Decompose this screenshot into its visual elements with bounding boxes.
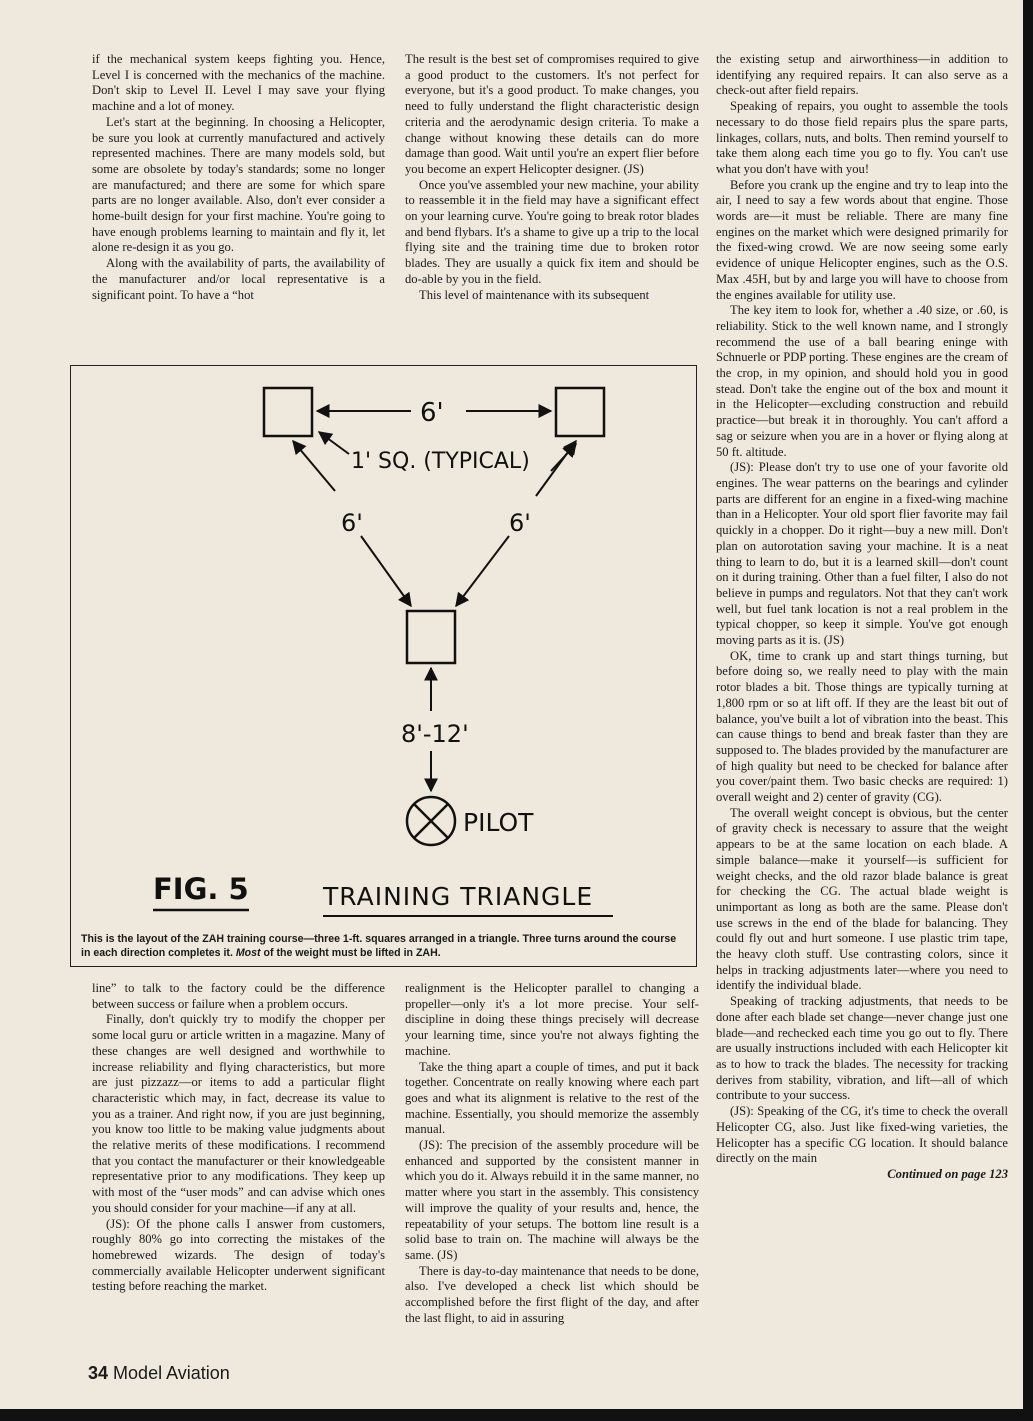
paragraph: (JS): The precision of the assembly procedure will be enhanced and supported by the consistent manner in which you do it. Always rebuild it in the same manner, no matter where you start in the assembly. This consistency will improve the quality of your results and, hence, the repeatability of your setups. The bottom line result is a solid base to train on. The machine will always be the same. (JS) — [405, 1138, 699, 1262]
column-1-top — [92, 52, 385, 303]
dimension-right-label: 6' — [509, 509, 531, 537]
paragraph: The overall weight concept is obvious, but the center of gravity check is necessary to assure that the weight appears to be at the same location on each blade. A simple balance—make it yourself—is sufficient for weight checks, and the old razor blade balance is great for checking the CG. The actual blade weight is unimportant as long as both are the same. Please don't use screws in the end of the blade for balancing. They could fly out and hurt someone. I use plastic trim tape, the heavy cloth stuff. Use contrasting colors, since it helps in tracking adjustments later—where you need to identify the individual blade. — [716, 805, 1008, 993]
arrow-right-up — [536, 441, 576, 496]
leader-note — [319, 432, 349, 454]
paragraph: Let's start at the beginning. In choosing a Helicopter, be sure you look at currently manufactured and actively represented machines. There are many models sold, but some are obsolete by today's standards; some no longer are manufactured; and there are some for which spare parts are no longer available. Also, don't ever consider a home-built design for your first machine. You're going to have enough problems learning to maintain and fly it, let alone re-design it as you go. — [92, 114, 385, 255]
paragraph: Finally, don't quickly try to modify the chopper per some local guru or article written in a magazine. Many of these changes are well designed and worthwhile to increase reliability and flying characteristics, but more are just pizzazz—or items to add a particular flight characteristic which may, in fact, decrease its value to you as a trainer. And right now, if you are just beginning, you know too little to be making value judgments about the relative merits of these modifications. I recommend that you contact the manufacturer or their knowledgeable representative prior to any modifications. They keep up with most of the “user mods” and can advise which ones you should consider for your machine—if any at all. — [92, 1012, 385, 1215]
column-3 — [716, 52, 1008, 1183]
square-note-label: 1' SQ. (TYPICAL) — [351, 449, 530, 474]
arrow-left-down — [361, 536, 411, 606]
square-top-right — [556, 388, 604, 436]
figure-diagram — [71, 366, 698, 926]
figure-label: FIG. 5 — [153, 872, 249, 906]
column-1-bottom — [92, 981, 385, 1295]
paragraph: Along with the availability of parts, the availability of the manufacturer and/or local representative is a significant point. To have a “hot — [92, 256, 385, 302]
column-2-bottom — [405, 981, 699, 1326]
page-number: 34 — [88, 1363, 109, 1383]
column-2-top — [405, 52, 699, 303]
magazine-name: Model Aviation — [113, 1363, 230, 1383]
paragraph: This level of maintenance with its subsequent — [419, 287, 650, 302]
page-edge — [1023, 0, 1033, 1421]
caption-emphasis: Most — [235, 947, 261, 959]
paragraph: Take the thing apart a couple of times, and put it back together. Concentrate on really knowing where each part goes and what its alignment is relative to the rest of the machine. Essentially, you should memorize the assembly manual. — [405, 1059, 699, 1137]
paragraph: (JS): Of the phone calls I answer from customers, roughly 80% go into correcting the mistakes of the homebrewed wizards. The design of today's commercially available Helicopter underwent significant testing before reaching the market. — [92, 1216, 385, 1294]
arrow-left-up — [293, 441, 335, 491]
dimension-top-label: 6' — [420, 398, 444, 428]
paragraph: Speaking of tracking adjustments, that needs to be done after each blade set change—never change just one blade—and rechecked each time you go out to fly. There are usually instructions included with each Helicopter kit as to how to track the blades. The necessity for tracking derives from stability, vibration, and lift—all of which contribute to your success. — [716, 994, 1008, 1103]
continued-note: Continued on page 123 — [887, 1166, 1008, 1181]
figure-title: TRAINING TRIANGLE — [323, 882, 594, 911]
paragraph: Before you crank up the engine and try to leap into the air, I need to say a few words about that engine. Those words are—it must be reliable. There are many fine engines on the market which were designed primarily for the fixed-wing crowd. We are now seeing some early evidence of unique Helicopter engines, such as the O.S. Max .45H, but by and large you will have to choose from the engines available for utility use. — [716, 177, 1008, 302]
page-footer — [88, 1363, 230, 1384]
paragraph: Once you've assembled your new machine, your ability to reassemble it in the field may have a significant effect on your learning curve. You're going to break rotor blades and bend flybars. It's a shame to give up a trip to the local flying site and the training time due to broken rotor blades. They are usually a quick fix item and should be do-able by you in the field. — [405, 177, 699, 286]
dimension-pilot-label: 8'-12' — [401, 720, 469, 748]
paragraph: if the mechanical system keeps fighting you. Hence, Level I is concerned with the mechanics of the machine. Don't skip to Level II. Level I may save your flying machine and a lot of money. — [92, 52, 385, 114]
pilot-label: PILOT — [463, 808, 534, 837]
paragraph: realignment is the Helicopter parallel to changing a propeller—only it's a lot more precise. Your self-discipline in doing these things precisely will decrease your learning time, since you're not always fighting the machine. — [405, 981, 699, 1058]
square-top-left — [264, 388, 312, 436]
paragraph: the existing setup and airworthiness—in addition to identifying any required repairs. It can also serve as a check-out after field repairs. — [716, 52, 1008, 98]
figure-training-triangle — [70, 365, 697, 967]
arrow-right-down — [456, 536, 509, 606]
paragraph: OK, time to crank up and start things turning, but before doing so, we really need to play with the main rotor blades a bit. Those things are typically turning at 1,800 rpm or so at lift off. If they are the least bit out of balance, you've built a lot of vibration into the beast. This can cause things to bend and break faster than they are supposed to. The blades provided by the manufacturer are of high quality but need to be checked for balance after you cover/paint them. Two basic checks are required: 1) overall weight and 2) center of gravity (CG). — [716, 648, 1008, 805]
paragraph: (JS): Please don't try to use one of your favorite old engines. The wear patterns on the bearings and cylinder parts are different for an engine in a fixed-wing machine than in a Helicopter. Your old sport flier favorite may fail quickly in a chopper. Do it right—buy a new mill. Don't plan on autorotation saving your machine. It is a neat thing to learn to do, but it is a learned skill—don't count on it during training. Other than a fuel filter, I also do not believe in pumps and regulators. Not that they can't work well, but fuel tank location is not a real problem in the typical chopper, so keep it simple. You've got enough moving parts as it is. (JS) — [716, 460, 1008, 648]
paragraph: The key item to look for, whether a .40 size, or .60, is reliability. Stick to the well known name, and I strongly recommend the use of a ball bearing eninge with Schnuerle or PDP porting. These engines are the cream of the crop, in my opinion, and should hold you in good stead. Don't take the engine out of the box and mount it in the Helicopter—excluding construction and rebuild practice—but break it in thoroughly. You can't afford a sag or seizure when you are in a hover or flying along at 50 ft. altitude. — [716, 303, 1008, 459]
paragraph: The result is the best set of compromises required to give a good product to the customers. It's not perfect for everyone, but it's a good product. To make changes, you need to fully understand the flight characteristic design criteria and the aerodynamic design criteria. To make a change without knowing these details can do more damage than good. Wait until you're an expert flier before you become an expert Helicopter designer. (JS) — [405, 52, 699, 176]
paragraph: There is day-to-day maintenance that needs to be done, also. I've developed a check list which should be accomplished before the first flight of the day, and after the last flight, to aid in assuring — [405, 1263, 699, 1325]
caption-main: This is the layout of the ZAH training course—three 1-ft. squares arranged in a triangle. Three turns around the course in each direction completes it. — [81, 933, 677, 959]
figure-caption — [81, 932, 686, 960]
paragraph: line” to talk to the factory could be the difference between success or failure when a problem occurs. — [92, 981, 385, 1011]
dimension-left-label: 6' — [341, 509, 363, 537]
bottom-edge — [0, 1409, 1033, 1421]
paragraph: (JS): Speaking of the CG, it's time to check the overall Helicopter CG, also. Just like fixed-wing varieties, the Helicopter has a specific CG location. It should balance directly on the main — [716, 1104, 1008, 1166]
caption-tail: of the weight must be lifted in ZAH. — [263, 947, 441, 959]
square-bottom — [407, 611, 455, 663]
paragraph: Speaking of repairs, you ought to assemble the tools necessary to do those field repairs plus the spare parts, linkages, collars, nuts, and bolts. Then remind yourself to take them along each time you go to fly. You can't use what you don't have with you! — [716, 99, 1008, 176]
